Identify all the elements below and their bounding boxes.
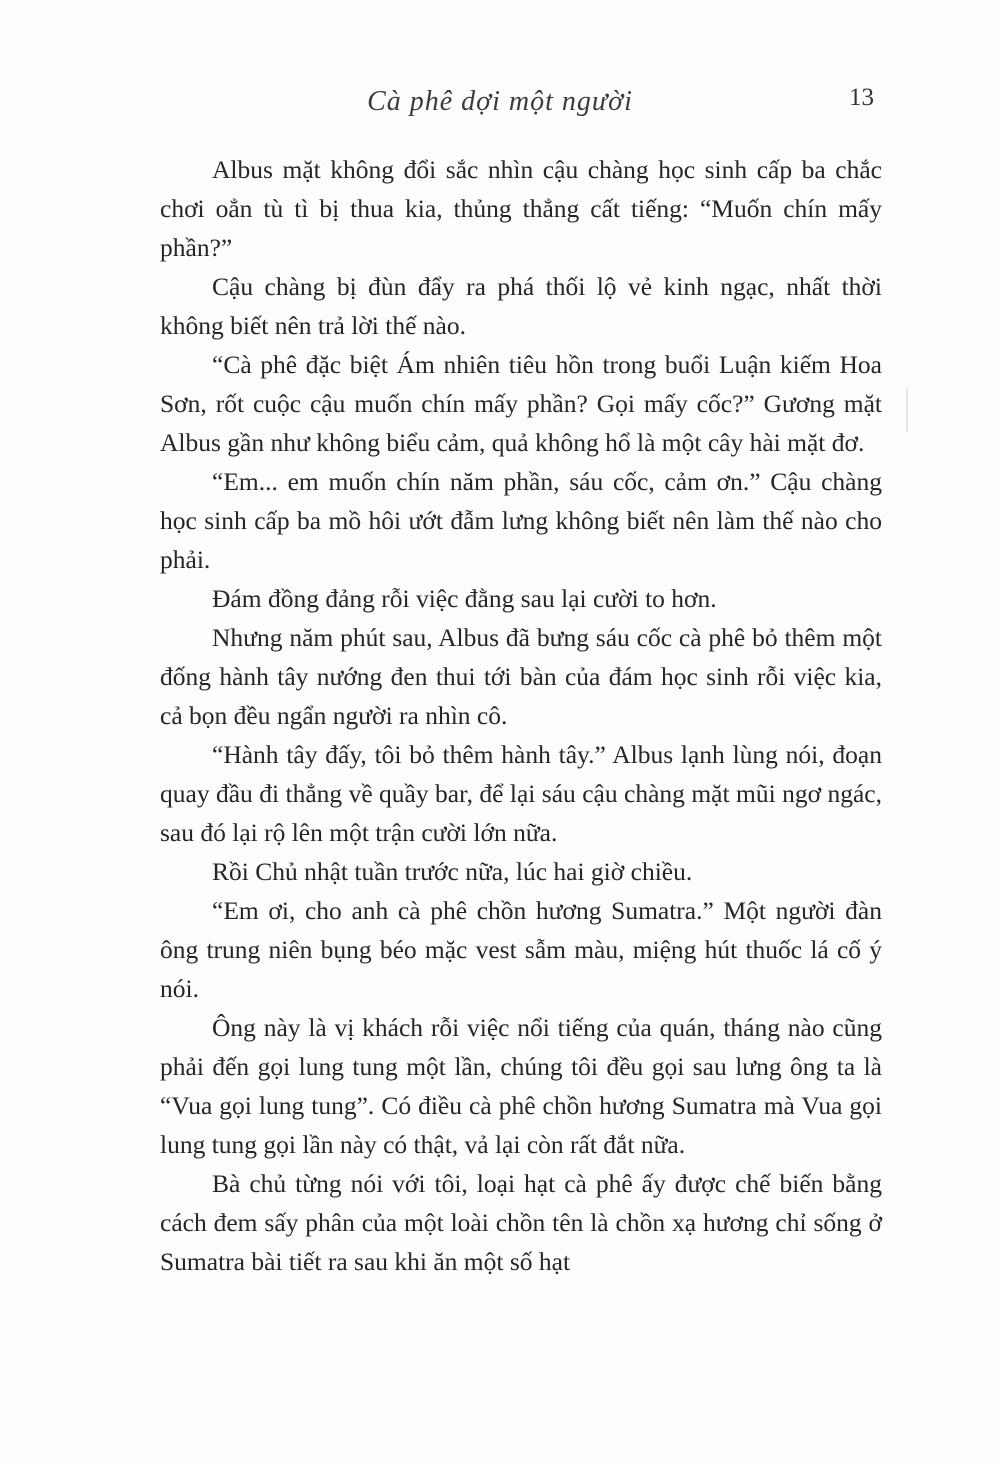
running-header-title: Cà phê dợi một người: [367, 86, 633, 117]
paragraph: Cậu chàng bị đùn đẩy ra phá thối lộ vẻ kinh ngạc, nhất thời không biết nên trả lời thế nào.: [160, 272, 882, 340]
paragraph: Rồi Chủ nhật tuần trước nữa, lúc hai giờ chiều.: [212, 857, 693, 886]
paragraph: “Hành tây đấy, tôi bỏ thêm hành tây.” Albus lạnh lùng nói, đoạn quay đầu đi thẳng về quầy bar, để lại sáu cậu chàng mặt mũi ngơ ngác, sau đó lại rộ lên một trận cười lớn nữa.: [160, 740, 882, 847]
paragraph: “Em... em muốn chín năm phần, sáu cốc, cảm ơn.” Cậu chàng học sinh cấp ba mồ hôi ướt đẫm lưng không biết nên làm thế nào cho phải.: [160, 467, 882, 574]
page-number: 13: [849, 84, 874, 111]
paragraph: Đám đồng đảng rỗi việc đằng sau lại cười to hơn.: [212, 584, 717, 613]
paragraph: Albus mặt không đổi sắc nhìn cậu chàng học sinh cấp ba chắc chơi oẳn tù tì bị thua kia, thủng thẳng cất tiếng: “Muốn chín mấy phần?”: [160, 155, 882, 262]
paragraph: Nhưng năm phút sau, Albus đã bưng sáu cốc cà phê bỏ thêm một đống hành tây nướng đen thui tới bàn của đám học sinh rỗi việc kia, cả bọn đều ngẩn người ra nhìn cô.: [160, 623, 882, 730]
paragraph: “Cà phê đặc biệt Ám nhiên tiêu hồn trong buổi Luận kiếm Hoa Sơn, rốt cuộc cậu muốn chín mấy phần? Gọi mấy cốc?” Gương mặt Albus gần như không biểu cảm, quả không hổ là một cây hài mặt đơ.: [160, 350, 882, 457]
paragraph: Ông này là vị khách rỗi việc nổi tiếng của quán, tháng nào cũng phải đến gọi lung tung một lần, chúng tôi đều gọi sau lưng ông ta là “Vua gọi lung tung”. Có điều cà phê chồn hương Sumatra mà Vua gọi lung tung gọi lần này có thật, vả lại còn rất đắt nữa.: [160, 1013, 882, 1159]
scan-artifact: [906, 388, 908, 432]
paragraph: “Em ơi, cho anh cà phê chồn hương Sumatra.” Một người đàn ông trung niên bụng béo mặc vest sẫm màu, miệng hút thuốc lá cố ý nói.: [160, 896, 882, 1003]
body-text: [160, 150, 882, 1281]
paragraph: Bà chủ từng nói với tôi, loại hạt cà phê ấy được chế biến bằng cách đem sấy phân của một loài chồn tên là chồn xạ hương chỉ sống ở Sumatra bài tiết ra sau khi ăn một số hạt: [160, 1169, 882, 1276]
